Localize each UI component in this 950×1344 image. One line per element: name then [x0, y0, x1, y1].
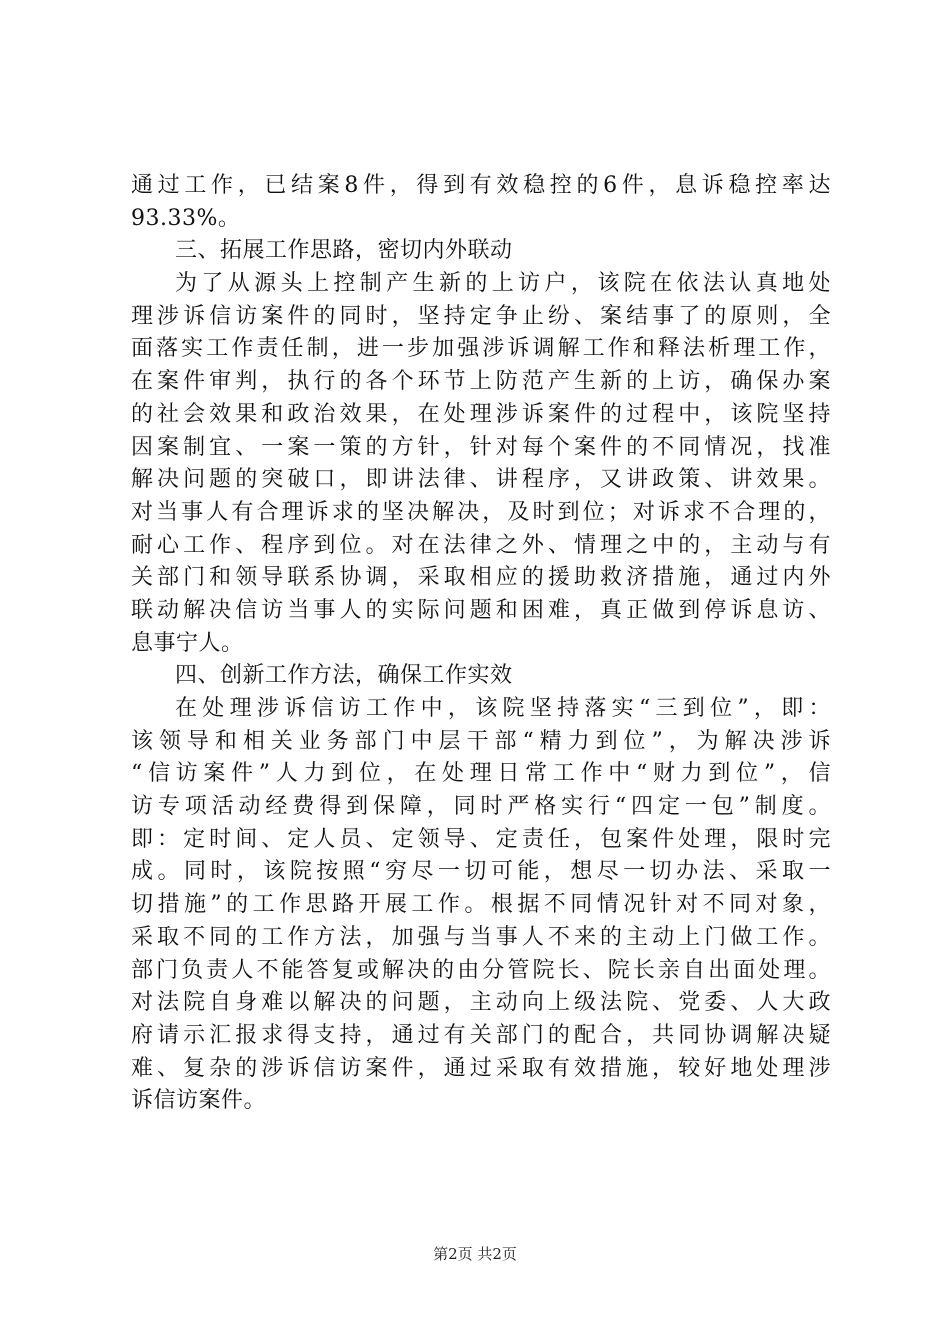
text-line: 耐心工作、程序到位。对在法律之外、情理之中的，主动与有 [131, 532, 831, 558]
text-line: 在案件审判，执行的各个环节上防范产生新的上访，确保办案 [131, 369, 831, 395]
text-line: 切措施”的工作思路开展工作。根据不同情况针对不同对象， [131, 892, 831, 918]
text-line: 对法院自身难以解决的问题，主动向上级法院、党委、人大政 [131, 990, 831, 1016]
text-line: 面落实工作责任制，进一步加强涉诉调解工作和释法析理工作， [131, 336, 831, 362]
text-line: 四、创新工作方法，确保工作实效 [175, 663, 513, 689]
text-line: 息事宁人。 [131, 630, 244, 656]
text-line: 该领导和相关业务部门中层干部“精力到位”，为解决涉诉 [131, 728, 831, 754]
text-line: 93.33%。 [131, 205, 241, 231]
page-footer: 第2页 共2页 [433, 1245, 517, 1263]
text-line: 联动解决信访当事人的实际问题和困难，真正做到停诉息访、 [131, 597, 831, 623]
text-line: 解决问题的突破口，即讲法律、讲程序，又讲政策、讲效果。 [131, 467, 831, 493]
text-line: 部门负责人不能答复或解决的由分管院长、院长亲自出面处理。 [131, 957, 831, 983]
text-line: 采取不同的工作方法，加强与当事人不来的主动上门做工作。 [131, 924, 831, 950]
text-line: 府请示汇报求得支持，通过有关部门的配合，共同协调解决疑 [131, 1022, 831, 1048]
text-line: 理涉诉信访案件的同时，坚持定争止纷、案结事了的原则，全 [131, 303, 831, 329]
text-line: 成。同时，该院按照“穷尽一切可能，想尽一切办法、采取一 [131, 859, 831, 885]
text-line: 访专项活动经费得到保障，同时严格实行“四定一包”制度。 [131, 794, 831, 820]
text-line: 的社会效果和政治效果，在处理涉诉案件的过程中，该院坚持 [131, 401, 831, 427]
text-line: 为了从源头上控制产生新的上访户，该院在依法认真地处 [175, 271, 831, 297]
text-line: 在处理涉诉信访工作中，该院坚持落实“三到位”，即： [175, 696, 831, 721]
text-line: 即：定时间、定人员、定领导、定责任，包案件处理，限时完 [131, 826, 831, 852]
text-line: 关部门和领导联系协调，采取相应的援助救济措施，通过内外 [131, 565, 831, 591]
document-body [131, 170, 831, 1118]
text-line: 难、复杂的涉诉信访案件，通过采取有效措施，较好地处理涉 [131, 1055, 831, 1081]
text-line: 因案制宜、一案一策的方针，针对每个案件的不同情况，找准 [131, 434, 831, 460]
text-line: “信访案件”人力到位，在处理日常工作中“财力到位”，信 [131, 761, 831, 787]
text-line: 通过工作，已结案8件，得到有效稳控的6件，息诉稳控率达 [131, 173, 831, 198]
text-line: 对当事人有合理诉求的坚决解决，及时到位；对诉求不合理的， [131, 499, 831, 525]
text-line: 诉信访案件。 [131, 1088, 267, 1114]
text-line: 三、拓展工作思路，密切内外联动 [175, 238, 513, 264]
